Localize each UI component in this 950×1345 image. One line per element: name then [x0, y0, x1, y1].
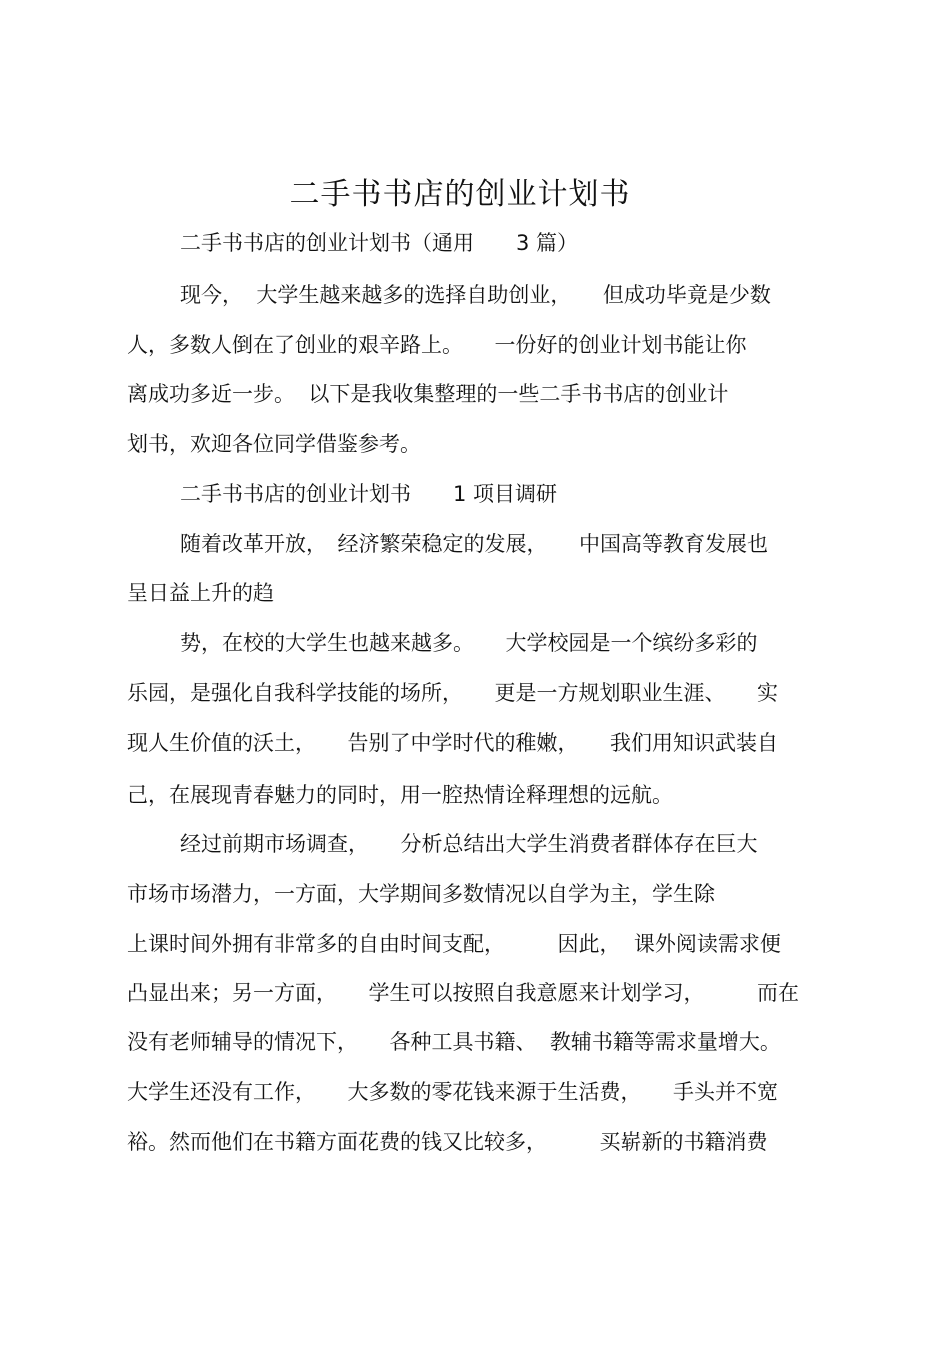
paragraph-line: 划书，欢迎各位同学借鉴参考。	[127, 432, 421, 456]
paragraph-line: 凸显出来；另一方面， 学生可以按照自我意愿来计划学习， 而在	[127, 981, 799, 1005]
paragraph-line: 人，多数人倒在了创业的艰辛路上。 一份好的创业计划书能让你	[127, 333, 747, 357]
subtitle-line: 二手书书店的创业计划书（通用 3 篇）	[180, 231, 579, 255]
paragraph-line: 乐园，是强化自我科学技能的场所， 更是一方规划职业生涯、 实	[127, 681, 778, 705]
paragraph-line: 离成功多近一步。 以下是我收集整理的一些二手书书店的创业计	[127, 382, 729, 406]
paragraph-line: 随着改革开放， 经济繁荣稳定的发展， 中国高等教育发展也	[180, 532, 768, 556]
paragraph-line: 裕。然而他们在书籍方面花费的钱又比较多， 买崭新的书籍消费	[127, 1130, 768, 1154]
paragraph-line: 现今， 大学生越来越多的选择自助创业， 但成功毕竟是少数	[180, 283, 771, 307]
paragraph-line: 经过前期市场调查， 分析总结出大学生消费者群体存在巨大	[180, 832, 758, 856]
paragraph-line: 市场市场潜力，一方面，大学期间多数情况以自学为主，学生除	[127, 882, 715, 906]
paragraph-line: 大学生还没有工作， 大多数的零花钱来源于生活费， 手头并不宽	[127, 1080, 778, 1104]
paragraph-line: 没有老师辅导的情况下， 各种工具书籍、 教辅书籍等需求量增大。	[127, 1030, 781, 1054]
paragraph-line: 现人生价值的沃土， 告别了中学时代的稚嫩， 我们用知识武装自	[127, 731, 778, 755]
document-title: 二手书书店的创业计划书	[289, 177, 631, 212]
paragraph-line: 己，在展现青春魅力的同时，用一腔热情诠释理想的远航。	[127, 783, 673, 807]
paragraph-line: 上课时间外拥有非常多的自由时间支配， 因此， 课外阅读需求便	[127, 932, 781, 956]
section-heading: 二手书书店的创业计划书 1 项目调研	[180, 482, 558, 506]
paragraph-line: 呈日益上升的趋	[127, 581, 274, 605]
paragraph-line: 势，在校的大学生也越来越多。 大学校园是一个缤纷多彩的	[180, 631, 758, 655]
